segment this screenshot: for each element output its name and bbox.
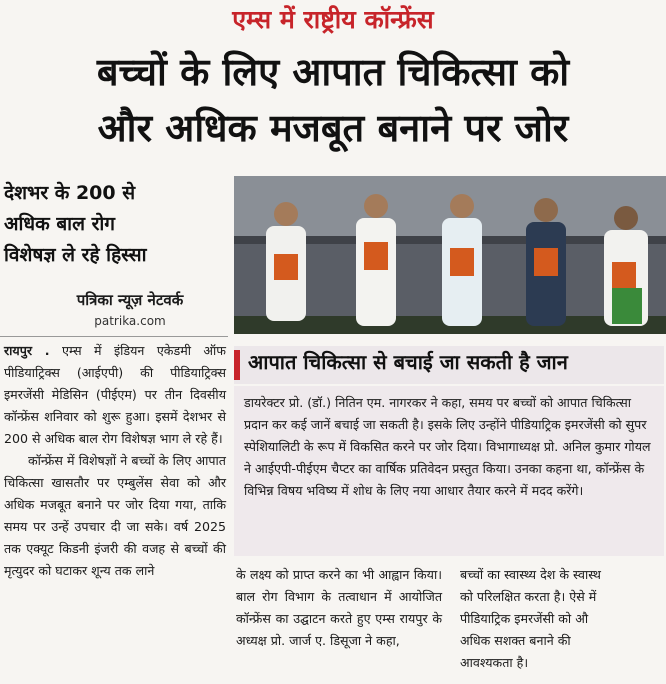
event-photo-illustration <box>234 176 666 334</box>
event-photo <box>234 176 666 334</box>
side-headline-line-2: अधिक बाल रोग <box>4 213 115 235</box>
box-body <box>234 386 664 556</box>
column-3-line-3: पीडियाट्रिक इमरजेंसी को औ <box>460 611 589 626</box>
kicker: एम्स में राष्ट्रीय कॉन्फ्रेंस <box>232 5 434 34</box>
column-3-line-5: आवश्यकता है। <box>460 655 529 670</box>
article-column-2 <box>236 564 442 652</box>
headline-line-2: और अधिक मजबूत बनाने पर जोर <box>97 106 569 150</box>
box-heading <box>234 346 664 384</box>
paragraph-1-text: एम्स में इंडियन एकेडमी ऑफ पीडियाट्रिक्स (आईएपी) की पीडियाट्रिक्स इमरजेंसी मेडिसिन (पीईएम) पर तीन दिवसीय कॉन्फ्रेंस शनिवार को शुरू हुआ। इसमें देशभर से 200 से अधिक बाल रोग विशेषज्ञ भाग ले रहे हैं। <box>4 343 226 446</box>
headline <box>0 44 666 156</box>
box-body-text: डायरेक्टर प्रो. (डॉ.) नितिन एम. नागरकर ने कहा, समय पर बच्चों को आपात चिकित्सा प्रदान कर कई जानें बचाई जा सकती है। इसके लिए उन्होंने पीडियाट्रिक इमरजेंसी को सुपर स्पेशियालिटी के रूप में विकसित करने पर जोर दिया। विभागाध्यक्ष प्रो. अनिल कुमार गोयल ने आईएपी-पीईएम चैप्टर का वार्षिक प्रतिवेदन प्रस्तुत किया। उनका कहना था, कॉन्फ्रेंस के विभिन्न विषय भविष्य में शोध के लिए नया आधार तैयार करने में मदद करेंगे। <box>244 395 651 498</box>
paragraph-2: कॉन्फ्रेंस में विशेषज्ञों ने बच्चों के लिए आपात चिकित्सा खासतौर पर एम्बुलेंस सेवा को और अधिक मजबूत बनाने पर जोर दिया गया, ताकि समय पर उन्हें उपचार दी जा सके। वर्ष 2025 तक एक्यूट किडनी इंजरी की वजह से बच्चों की मृत्युदर को घटाकर शून्य तक लाने <box>4 453 226 578</box>
site-url: patrika.com <box>94 314 166 328</box>
byline: पत्रिका न्यूज़ नेटवर्क <box>76 291 184 309</box>
box-accent-bar <box>234 350 240 380</box>
headline-line-1: बच्चों के लिए आपात चिकित्सा को <box>96 50 570 94</box>
column-3-line-2: को परिलक्षित करता है। ऐसे में <box>460 589 597 604</box>
article-column-1 <box>4 340 226 582</box>
divider <box>0 336 228 337</box>
side-headline-line-3: विशेषज्ञ ले रहे हिस्सा <box>4 244 147 266</box>
column-2-text: के लक्ष्य को प्राप्त करने का भी आह्वान किया। बाल रोग विभाग के तत्वाधान में आयोजित कॉन्फ्रेंस का उद्घाटन करते हुए एम्स रायपुर के अध्यक्ष प्रो. जार्ज ए. डिसूजा ने कहा, <box>236 567 442 648</box>
box-heading-text: आपात चिकित्सा से बचाई जा सकती है जान <box>248 350 568 374</box>
column-3-line-4: अधिक सशक्त बनाने की <box>460 633 571 648</box>
side-headline-line-1: देशभर के 200 से <box>4 182 136 204</box>
dateline: रायपुर . <box>4 343 50 358</box>
article-column-3 <box>460 564 666 674</box>
side-headline <box>4 178 226 271</box>
column-3-line-1: बच्चों का स्वास्थ्य देश के स्वास्थ <box>460 567 601 582</box>
paragraph-1 <box>4 340 226 450</box>
